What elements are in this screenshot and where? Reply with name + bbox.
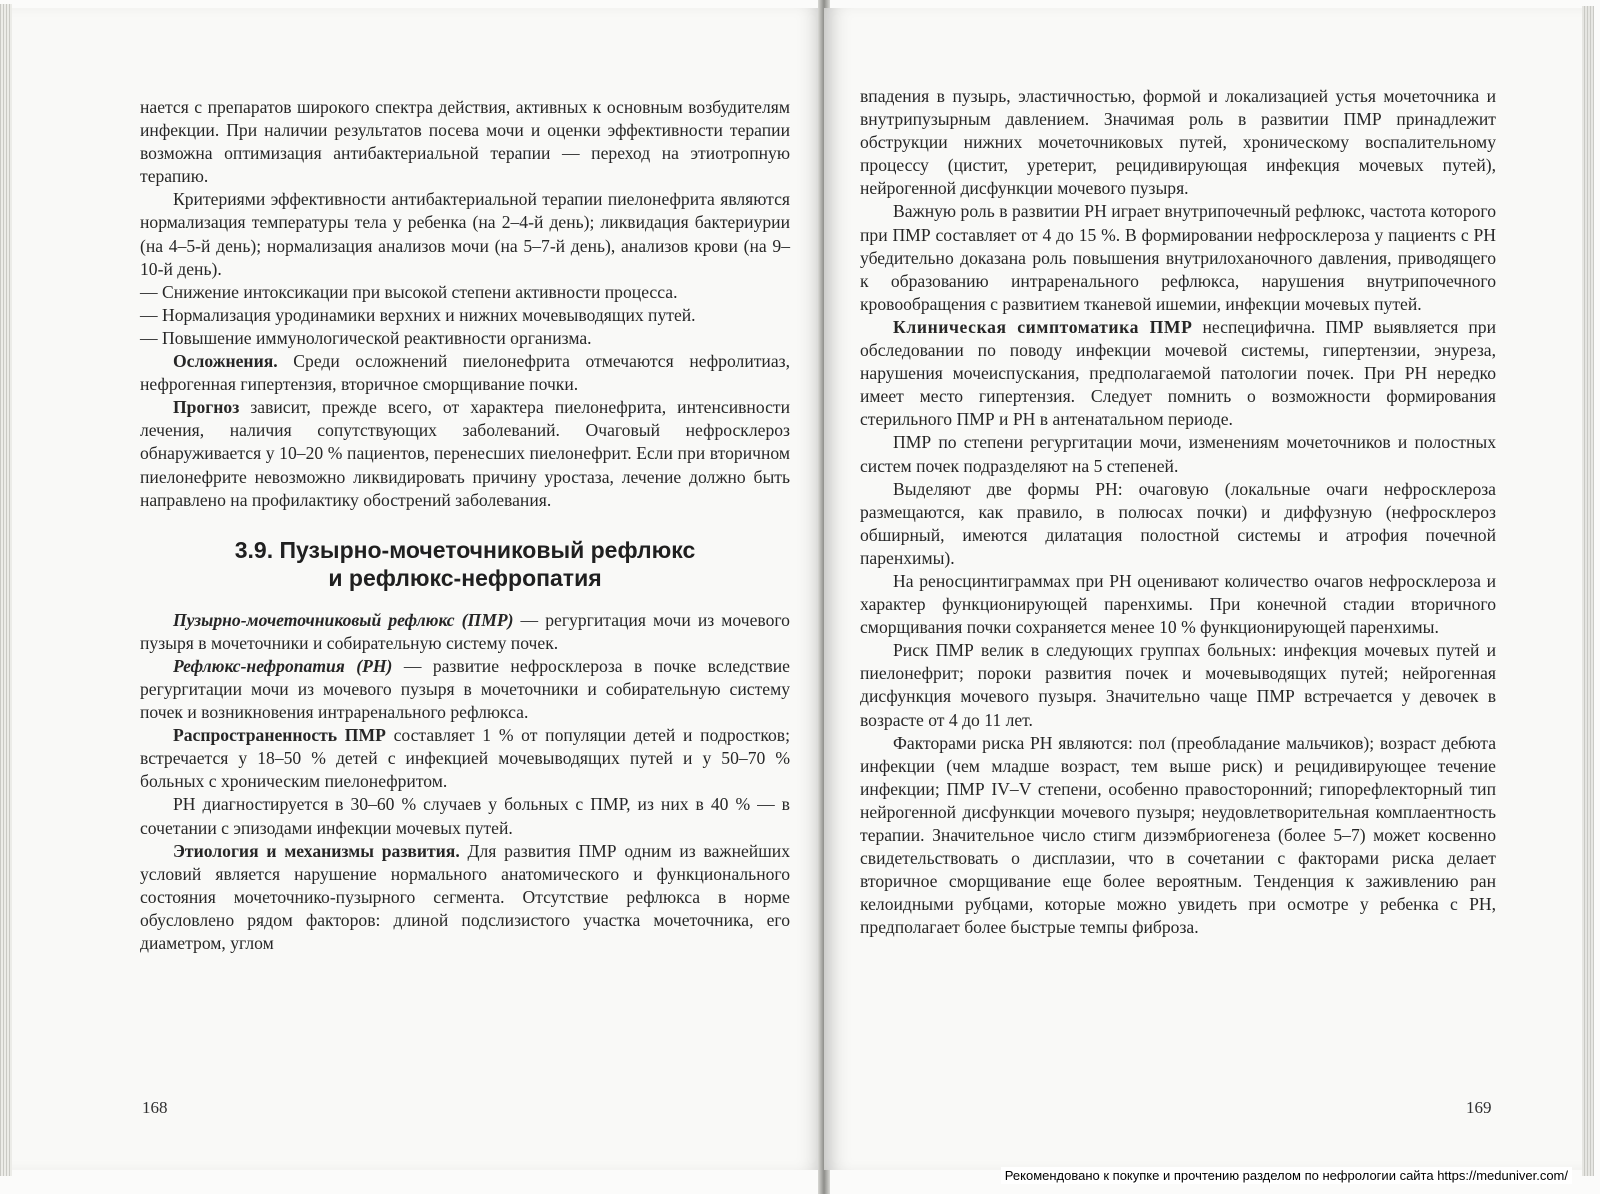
page-number: 168 (142, 1098, 168, 1117)
paragraph (140, 724, 790, 793)
paragraph (860, 316, 1496, 431)
paragraph: Факторами риска РН являются: пол (преобладание мальчиков); возраст дебюта инфекции (чем младше возраст, тем выше риск) и рецидивирующее течение инфекции; ПМР IV–V степени, особенно правосторонний; гипорефлекторный тип нейрогенной дисфункции мочевого пузыря; неудовлетворительная комплаентность терапии. Значительное число стигм дизэмбриогенеза (более 5–7) может косвенно свидетельствовать о дисплазии, что в сочетании с факторами риска делает вторичное сморщивание еще более вероятным. Тенденция к заживлению ран келоидными рубцами, которые можно увидеть при осмотре у ребенка с РН, предполагает более быстрые темпы фиброза. (860, 732, 1496, 938)
list-item: — Нормализация уродинамики верхних и нижних мочевыводящих путей. (140, 304, 696, 325)
run-in-heading: Распространенность ПМР (173, 725, 386, 746)
paragraph: На реносцинтиграммах при РН оценивают количество очагов нефросклероза и характер функционирующей паренхимы. При конечной стадии вторичного сморщивания почки сохраняется менее 10 % функционирующей паренхимы. (860, 570, 1496, 638)
paragraph: ПМР по степени регургитации мочи, изменениям мочеточников и полостных систем почек подразделяют на 5 степеней. (860, 432, 1496, 476)
run-in-heading: Прогноз (173, 397, 240, 418)
list-item: — Повышение иммунологической реактивности организма. (140, 327, 592, 348)
paragraph-text: неспецифична. ПМР выявляется при обследовании по поводу инфекции мочевой системы, гипертензии, энуреза, нарушения мочеиспускания, предполагаемой патологии почек. При РН нередко имеет место гипертензия. Следует помнить о возможности формирования стерильного ПМР и РН в антенатальном периоде. (860, 316, 1496, 430)
right-page-text (860, 85, 1496, 939)
page-edges-left (0, 4, 12, 1176)
site-recommendation-note: Рекомендовано к покупке и прочтению разделом по нефрологии сайта https://meduniver.com/ (1001, 1167, 1572, 1184)
run-in-heading: Осложнения. (173, 351, 278, 372)
section-heading (140, 536, 790, 592)
paragraph-text: Для развития ПМР одним из важнейших условий является нарушение нормального анатомического и функционального состояния мочеточнико-пузырного сегмента. Отсутствие рефлюкса в норме обусловлено рядом факторов: длиной подслизистого участка мочеточника, его диаметром, углом (140, 840, 790, 953)
left-page-text (140, 96, 790, 955)
right-page (824, 8, 1584, 1170)
paragraph: Важную роль в развитии РН играет внутрипочечный рефлюкс, частота которого при ПМР составляет от 4 до 15 %. В формировании нефросклероза у пациентs с РН убедительно доказана роль повышения внутрилоханочного давления, приводящего к образованию интраренального рефлюкса, нарушения внутрипочечного кровообращения с развитием тканевой ишемии, инфекции мочевых путей. (860, 201, 1496, 314)
definition-text: — развитие нефросклероза в почке вследствие регургитации мочи из мочевого пузыря в мочеточники и собирательную систему почек и возникновения интраренального рефлюкса. (140, 655, 790, 723)
paragraph (140, 396, 790, 511)
term: Рефлюкс-нефропатия (РН) (173, 655, 393, 676)
page-number: 169 (1466, 1098, 1492, 1117)
definition (140, 609, 790, 655)
paragraph-text: составляет 1 % от популяции детей и подростков; встречается у 18–50 % детей с инфекцией мочевыводящих путей и у 50–70 % больных с хроническим пиелонефритом. (140, 725, 790, 792)
paragraph-text: зависит, прежде всего, от характера пиелонефрита, интенсивности лечения, наличия сопутствующих заболеваний. Очаговый нефросклероз обнаруживается у 10–20 % пациентов, перенесших пиелонефрит. Если при вторичном пиелонефрите невозможно ликвидировать причину уростаза, лечение должно быть направлено на профилактику обострений заболевания. (140, 397, 790, 510)
paragraph-text: Среди осложнений пиелонефрита отмечаются нефролитиаз, нефрогенная гипертензия, вторичное сморщивание почки. (140, 351, 790, 395)
paragraph (140, 840, 790, 955)
section-heading-line: 3.9. Пузырно-мочеточниковый рефлюкс (234, 536, 696, 563)
run-in-heading: Клиническая симптоматика ПМР (893, 316, 1193, 337)
paragraph: Критериями эффективности антибактериальной терапии пиелонефрита являются нормализация температуры тела у ребенка (на 2–4-й день); ликвидация бактериурии (на 4–5-й день); нормализация анализов мочи (на 5–7-й день), анализов крови (на 9–10-й день). (140, 189, 790, 279)
term: Пузырно-мочеточниковый рефлюкс (ПМР) (173, 609, 514, 630)
page-edges-right (1582, 6, 1594, 1176)
paragraph (140, 350, 790, 396)
run-in-heading: Этиология и механизмы развития. (173, 840, 460, 861)
paragraph: Риск ПМР велик в следующих группах больных: инфекция мочевых путей и пиелонефрит; пороки развития почек и мочевыводящих путей; нейрогенная дисфункция мочевого пузыря. Значительно чаще ПМР встречается у девочек в возрасте от 4 до 11 лет. (860, 640, 1496, 730)
paragraph: Выделяют две формы РН: очаговую (локальные очаги нефросклероза размещаются, как правило, в полюсах почки) и диффузную (нефросклероз обширный, имеются дилатация полостной системы и атрофия почечной паренхимы). (860, 478, 1496, 568)
definition-text: — регургитация мочи из мочевого пузыря в мочеточники и собирательную систему почек. (140, 609, 790, 653)
definition (140, 655, 790, 724)
left-page (12, 8, 824, 1170)
paragraph: впадения в пузырь, эластичностью, формой и локализацией устья мочеточника и внутрипузырным давлением. Значимая роль в развитии ПМР принадлежит обструкции нижних мочеточниковых путей, хроническому воспалительному процессу (цистит, уретерит, рецидивирующая инфекция мочевых путей), нейрогенной дисфункции мочевого пузыря. (860, 86, 1496, 199)
list-item: — Снижение интоксикации при высокой степени активности процесса. (140, 281, 678, 302)
section-heading-line: и рефлюкс-нефропатия (328, 564, 602, 591)
paragraph: нается с препаратов широкого спектра действия, активных к основным возбудителям инфекции. При наличии результатов посева мочи и оценки эффективности терапии возможна оптимизация антибактериальной терапии — переход на этиотропную терапию. (140, 97, 790, 187)
paragraph: РН диагностируется в 30–60 % случаев у больных с ПМР, из них в 40 % — в сочетании с эпизодами инфекции мочевых путей. (140, 794, 790, 838)
